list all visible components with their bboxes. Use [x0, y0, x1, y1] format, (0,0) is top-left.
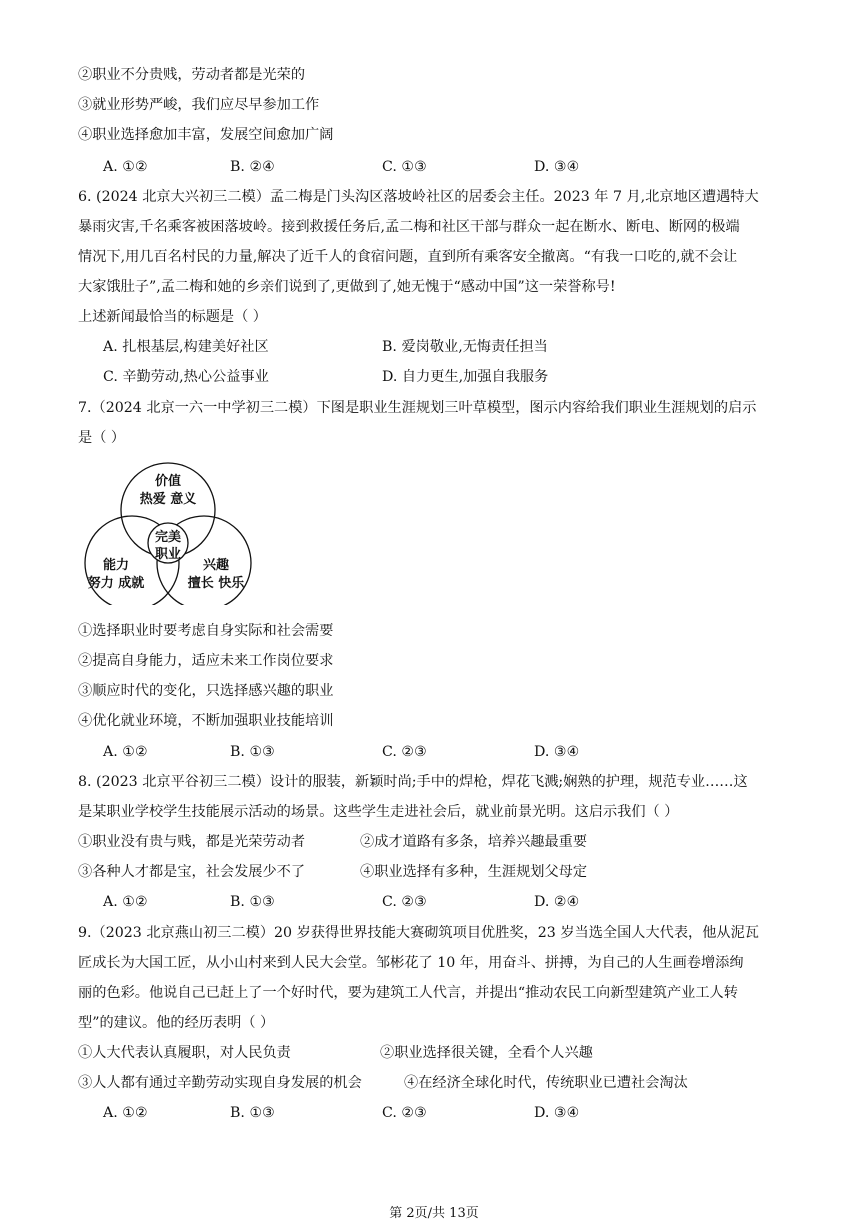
q6-line-3: 情况下,用几百名村民的力量,解决了近千人的食宿问题，直到所有乘客安全撤离。“有我一口吃的,就不会让	[78, 249, 738, 265]
perfect-job-line-1: 完美	[154, 530, 182, 545]
q7-item-1: ①选择职业时要考虑自身实际和社会需要	[78, 623, 334, 639]
q6-option-d: D. 自力更生,加强自我服务	[382, 369, 549, 385]
interest-title: 兴趣	[202, 558, 230, 573]
page-footer: 第 2页/共 13页	[389, 1206, 479, 1221]
q9-option-d: D. ③④	[534, 1105, 580, 1121]
q8-item-1: ①职业没有贵与贱，都是光荣劳动者	[78, 834, 306, 850]
q9-item-1: ①人大代表认真履职，对人民负责	[78, 1045, 291, 1061]
q6-question: 上述新闻最恰当的标题是（ ）	[78, 309, 267, 325]
clover-venn-diagram	[82, 455, 262, 605]
q5-item-2: ②职业不分贵贱，劳动者都是光荣的	[78, 67, 306, 83]
q9-option-a: A. ①②	[103, 1105, 148, 1121]
q9-option-c: C. ②③	[382, 1105, 427, 1121]
q6-line-4: 大家饿肚子”,孟二梅和她的乡亲们说到了,更做到了,她无愧于“感动中国”这一荣誉称号!	[78, 279, 616, 295]
q7-option-d: D. ③④	[534, 744, 580, 760]
q8-item-3: ③各种人才都是宝，社会发展少不了	[78, 864, 306, 880]
q6-option-b: B. 爱岗敬业,无悔责任担当	[382, 339, 548, 355]
q5-item-4: ④职业选择愈加丰富，发展空间愈加广阔	[78, 127, 334, 143]
q6-option-c: C. 辛勤劳动,热心公益事业	[103, 369, 269, 385]
q8-option-c: C. ②③	[382, 894, 427, 910]
q8-option-b: B. ①③	[230, 894, 275, 910]
q9-item-3: ③人人都有通过辛勤劳动实现自身发展的机会	[78, 1075, 362, 1091]
q8-option-a: A. ①②	[103, 894, 148, 910]
q8-item-4: ④职业选择有多种，生涯规划父母定	[360, 864, 588, 880]
q5-option-d: D. ③④	[534, 159, 580, 175]
q8-item-2: ②成才道路有多条，培养兴趣最重要	[360, 834, 588, 850]
perfect-job-line-2: 职业	[154, 547, 182, 562]
q8-line-2: 是某职业学校学生技能展示活动的场景。这些学生走进社会后，就业前景光明。这启示我们（ ）	[78, 804, 679, 820]
q6-option-a: A. 扎根基层,构建美好社区	[103, 339, 269, 355]
q8-line-1: 8. (2023 北京平谷初三二模）设计的服装，新颖时尚;手中的焊枪，焊花飞溅;娴熟的护理，规范专业……这	[78, 774, 748, 790]
ability-title: 能力	[102, 558, 130, 573]
q5-option-a: A. ①②	[103, 159, 148, 175]
q7-item-2: ②提高自身能力，适应未来工作岗位要求	[78, 653, 334, 669]
q7-item-4: ④优化就业环境，不断加强职业技能培训	[78, 713, 334, 729]
q7-option-b: B. ①③	[230, 744, 275, 760]
interest-subtitle: 擅长 快乐	[187, 576, 245, 591]
q9-item-4: ④在经济全球化时代，传统职业已遭社会淘汰	[404, 1075, 688, 1091]
q9-line-2: 匠成长为大国工匠，从小山村来到人民大会堂。邹彬花了 10 年，用奋斗、拼搏，为自己的人生画卷增添绚	[78, 955, 744, 971]
q7-line-2: 是（ ）	[78, 430, 126, 446]
q9-option-b: B. ①③	[230, 1105, 275, 1121]
q6-line-1: 6. (2024 北京大兴初三二模）孟二梅是门头沟区落坡岭社区的居委会主任。2023 年 7 月,北京地区遭遇特大	[78, 189, 759, 205]
q7-item-3: ③顺应时代的变化，只选择感兴趣的职业	[78, 683, 334, 699]
ability-subtitle: 努力 成就	[87, 576, 145, 591]
q5-item-3: ③就业形势严峻，我们应尽早参加工作	[78, 97, 320, 113]
value-title: 价值	[154, 474, 182, 489]
q7-option-c: C. ②③	[382, 744, 427, 760]
q8-option-d: D. ②④	[534, 894, 580, 910]
q9-line-3: 丽的色彩。他说自己已赶上了一个好时代，要为建筑工人代言，并提出“推动农民工向新型建筑产业工人转	[78, 985, 738, 1001]
q9-line-1: 9.（2023 北京燕山初三二模）20 岁获得世界技能大赛砌筑项目优胜奖，23 岁当选全国人大代表，他从泥瓦	[78, 925, 759, 941]
q7-line-1: 7.（2024 北京一六一中学初三二模）下图是职业生涯规划三叶草模型，图示内容给我们职业生涯规划的启示	[78, 400, 757, 416]
q5-option-b: B. ②④	[230, 159, 275, 175]
q9-item-2: ②职业选择很关键，全看个人兴趣	[380, 1045, 593, 1061]
q6-line-2: 暴雨灾害,千名乘客被困落坡岭。接到救援任务后,孟二梅和社区干部与群众一起在断水、断电、断网的极端	[78, 219, 740, 235]
q7-option-a: A. ①②	[103, 744, 148, 760]
q5-option-c: C. ①③	[382, 159, 427, 175]
value-subtitle: 热爱 意义	[139, 492, 197, 507]
q9-line-4: 型”的建议。他的经历表明（ ）	[78, 1015, 275, 1031]
